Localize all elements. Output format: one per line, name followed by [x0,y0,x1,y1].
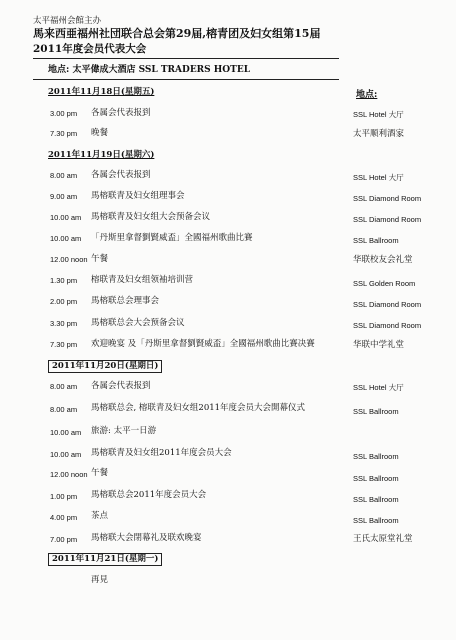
schedule-time: 10.00 am [50,450,82,459]
day-date: 2011年11月18日(星期五) [48,87,155,97]
schedule-event: 各属会代表报到 [91,381,151,391]
schedule-event: 欢迎晚宴 及「丹斯里拿督劉賢威盃」全國福州歌曲比賽决賽 [91,339,315,349]
schedule-location: SSL Hotel 大厅 [353,383,404,392]
schedule-location: SSL Ballroom [353,516,399,525]
schedule-time: 2.00 pm [50,297,78,306]
schedule-time: 1.00 pm [50,492,78,501]
venue-line: 地点: 太平偉成大酒店 SSL TRADERS HOTEL [48,65,251,75]
schedule-time: 10.00 am [50,234,82,243]
schedule-location: SSL Diamond Room [353,321,422,330]
schedule-time: 8.00 am [50,405,78,414]
schedule-event: 晚餐 [91,128,109,138]
schedule-location: SSL Hotel 大厅 [353,173,404,182]
location-column-header: 地点: [356,90,378,100]
schedule-location: 王氏太原堂礼堂 [353,534,413,544]
day-date: 2011年11月19日(星期六) [48,150,155,160]
schedule-location: SSL Ballroom [353,407,399,416]
schedule-event: 茶点 [91,511,109,521]
day-date: 2011年11月20日(星期日) [48,360,162,373]
schedule-location: SSL Ballroom [353,452,399,461]
schedule-time: 10.00 am [50,213,82,222]
schedule-event: 馬榕联总会理事会 [91,296,160,306]
schedule-location: SSL Diamond Room [353,300,422,309]
schedule-event: 馬榕联青及妇女组大会预备会议 [91,212,211,222]
schedule-event: 「丹斯里拿督劉賢威盃」全國福州歌曲比賽 [91,233,253,243]
schedule-location: SSL Diamond Room [353,194,422,203]
schedule-time: 8.00 am [50,171,78,180]
schedule-location: SSL Golden Room [353,279,416,288]
schedule-event: 馬榕联青及妇女组理事会 [91,191,185,201]
schedule-event: 馬榕联总会, 榕联青及妇女组2011年度会员大会開幕仪式 [91,403,306,413]
schedule-location: SSL Ballroom [353,474,399,483]
schedule-event: 午餐 [91,254,109,264]
schedule-time: 3.00 pm [50,109,78,118]
schedule-time: 7.00 pm [50,535,78,544]
schedule-time: 7.30 pm [50,129,78,138]
schedule-location: SSL Ballroom [353,495,399,504]
schedule-location: 太平顺利酒家 [353,129,405,139]
schedule-event: 各属会代表报到 [91,108,151,118]
schedule-time: 3.30 pm [50,319,78,328]
schedule-event: 榕联青及妇女组领袖培训营 [91,275,194,285]
schedule-location: SSL Hotel 大厅 [353,110,404,119]
document-title-line1: 馬来西亜福州社団联合总会第29届,榕青团及妇女组第15届 [33,27,321,40]
day-date: 2011年11月21日(星期一) [48,553,162,566]
schedule-time: 12.00 noon [50,470,88,479]
organizer-line: 太平福州会館主办 [33,16,102,26]
schedule-location: 华联校友会礼堂 [353,255,413,265]
schedule-event: 旅游: 太平一日游 [91,426,157,436]
schedule-time: 1.30 pm [50,276,78,285]
schedule-event: 馬榕联大会閉幕礼及联欢晚宴 [91,533,202,543]
schedule-time: 7.30 pm [50,340,78,349]
schedule-location: 华联中学礼堂 [353,340,405,350]
schedule-location: SSL Ballroom [353,236,399,245]
schedule-time: 10.00 am [50,428,82,437]
schedule-time: 9.00 am [50,192,78,201]
document-title-line2: 2011年度会员代表大会 [33,43,147,55]
closing-remark: 再見 [91,575,109,585]
schedule-time: 12.00 noon [50,255,88,264]
schedule-event: 馬榕联总会大会预备会议 [91,318,185,328]
schedule-event: 各属会代表报到 [91,170,151,180]
schedule-event: 午餐 [91,468,109,478]
venue-divider [33,79,339,80]
title-divider [33,58,339,59]
schedule-location: SSL Diamond Room [353,215,422,224]
schedule-event: 馬榕联总会2011年度会员大会 [91,490,207,500]
schedule-time: 4.00 pm [50,513,78,522]
schedule-event: 馬榕联青及妇女组2011年度会员大会 [91,448,232,458]
schedule-time: 8.00 am [50,382,78,391]
